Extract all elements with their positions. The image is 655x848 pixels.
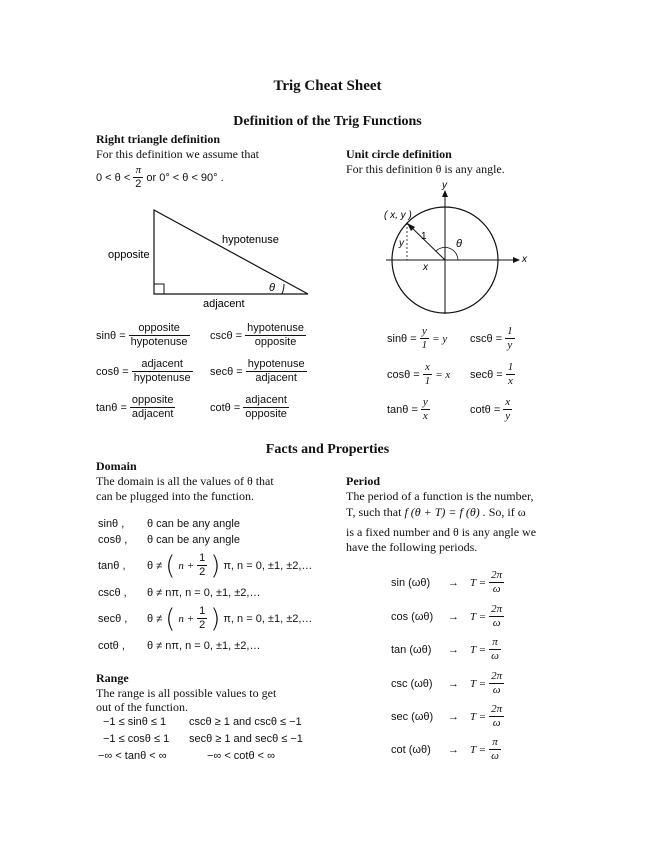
domain-fn: cotθ , bbox=[98, 640, 125, 652]
condition-right: or 0° < θ < 90° . bbox=[146, 171, 224, 184]
period-text-2 bbox=[346, 505, 526, 519]
radius-label: 1 bbox=[421, 231, 427, 242]
adjacent-label: adjacent bbox=[203, 298, 245, 310]
domain-row-sec bbox=[98, 605, 312, 632]
formula-lhs: cscθ = bbox=[470, 332, 503, 345]
denominator: x bbox=[508, 375, 513, 387]
domain-fn: tanθ , bbox=[98, 559, 126, 572]
domain-row-cot bbox=[98, 640, 260, 652]
x-axis-label: x bbox=[522, 254, 527, 265]
period-fraction bbox=[489, 670, 504, 697]
period-text-2a: T, such that bbox=[346, 505, 402, 519]
formula-rhs: = x bbox=[435, 368, 451, 381]
formula-fraction bbox=[246, 358, 307, 385]
cos-formula bbox=[96, 358, 193, 385]
open-paren: ( bbox=[165, 550, 176, 581]
formula-lhs: cotθ = bbox=[470, 403, 501, 416]
definitions-heading: Definition of the Trig Functions bbox=[233, 114, 422, 129]
domain-pre: θ ≠ bbox=[147, 612, 163, 625]
formula-rhs: = y bbox=[432, 332, 448, 345]
period-fraction bbox=[489, 703, 504, 730]
numerator: π bbox=[489, 736, 501, 750]
denominator: 2 bbox=[199, 566, 206, 578]
numerator: 2π bbox=[491, 670, 503, 682]
domain-rule: θ ≠ nπ, n = 0, ±1, ±2,… bbox=[147, 587, 261, 599]
denominator: 2 bbox=[199, 619, 206, 631]
x-axis-arrow bbox=[513, 257, 520, 263]
range-cot: −∞ < cotθ < ∞ bbox=[207, 750, 275, 762]
range-sin: −1 ≤ sinθ ≤ 1 bbox=[103, 716, 167, 728]
formula-fraction bbox=[505, 325, 515, 352]
formula-lhs: secθ = bbox=[470, 368, 503, 381]
right-triangle-diagram bbox=[100, 200, 320, 310]
denominator: opposite bbox=[254, 336, 297, 348]
period-lhs: T = bbox=[470, 710, 487, 723]
arrow-icon: → bbox=[448, 677, 459, 690]
unit-circle-heading: Unit circle definition bbox=[346, 147, 452, 161]
numerator: opposite bbox=[129, 322, 190, 336]
arrow-icon: → bbox=[448, 743, 459, 756]
period-lhs: T = bbox=[470, 610, 487, 623]
right-triangle-intro: For this definition we assume that bbox=[96, 147, 259, 161]
period-fraction bbox=[489, 569, 504, 596]
triangle-shape bbox=[154, 210, 308, 294]
period-row-sin bbox=[391, 569, 504, 596]
domain-text-2: can be plugged into the function. bbox=[96, 489, 254, 503]
formula-lhs: cosθ = bbox=[387, 368, 420, 381]
numerator: adjacent bbox=[245, 394, 287, 406]
denominator: y bbox=[507, 339, 513, 351]
sec-formula bbox=[210, 358, 307, 385]
numerator: 1 bbox=[199, 552, 206, 564]
numerator: x bbox=[505, 396, 511, 408]
period-text-3: is a fixed number and θ is any angle we bbox=[346, 525, 537, 539]
facts-heading: Facts and Properties bbox=[265, 442, 390, 457]
period-fn: cot (ωθ) bbox=[391, 743, 431, 756]
numerator: 1 bbox=[507, 361, 514, 373]
cot-formula bbox=[210, 394, 289, 421]
uc-sin-formula bbox=[387, 325, 447, 352]
formula-lhs: sinθ = bbox=[387, 332, 417, 345]
domain-rule: θ can be any angle bbox=[147, 534, 240, 546]
hypotenuse-label: hypotenuse bbox=[222, 234, 279, 246]
denominator: adjacent bbox=[131, 408, 174, 420]
range-sec: secθ ≥ 1 and secθ ≤ −1 bbox=[189, 733, 303, 745]
theta-label: θ bbox=[269, 282, 275, 294]
formula-fraction bbox=[245, 322, 306, 349]
denominator: ω bbox=[492, 617, 501, 629]
formula-fraction bbox=[130, 394, 176, 421]
condition-left: 0 < θ < bbox=[96, 171, 131, 184]
period-fn: sec (ωθ) bbox=[391, 710, 434, 723]
denominator: hypotenuse bbox=[130, 336, 188, 348]
angle-arc bbox=[436, 247, 458, 260]
uc-sec-formula bbox=[470, 361, 515, 388]
domain-post: π, n = 0, ±1, ±2,… bbox=[223, 559, 313, 572]
numerator: π bbox=[489, 636, 501, 650]
range-tan: −∞ < tanθ < ∞ bbox=[98, 750, 167, 762]
numerator: y bbox=[420, 325, 430, 339]
formula-fraction bbox=[420, 325, 430, 352]
numerator: 1 bbox=[507, 325, 513, 337]
formula-lhs: cscθ = bbox=[210, 329, 243, 342]
formula-fraction bbox=[132, 358, 193, 385]
formula-fraction bbox=[423, 361, 433, 388]
denominator: ω bbox=[492, 717, 501, 729]
domain-text-1: The domain is all the values of θ that bbox=[96, 474, 274, 488]
domain-heading: Domain bbox=[96, 459, 137, 473]
open-paren: ( bbox=[165, 603, 176, 634]
period-row-cot bbox=[391, 736, 501, 763]
domain-row-tan bbox=[98, 552, 312, 579]
range-text-1: The range is all possible values to get bbox=[96, 686, 277, 700]
half-fraction bbox=[197, 605, 207, 632]
period-lhs: T = bbox=[470, 677, 487, 690]
period-text-2c: So, if ω bbox=[488, 505, 526, 519]
period-text-4: have the following periods. bbox=[346, 540, 478, 554]
uc-cos-formula bbox=[387, 361, 450, 388]
range-text-2: out of the function. bbox=[96, 700, 188, 714]
unit-circle-intro: For this definition θ is any angle. bbox=[346, 162, 505, 176]
numerator: opposite bbox=[131, 394, 174, 406]
denominator: adjacent bbox=[255, 372, 297, 384]
page-title: Trig Cheat Sheet bbox=[273, 78, 382, 94]
right-angle-mark bbox=[154, 284, 164, 294]
domain-rule: θ ≠ nπ, n = 0, ±1, ±2,… bbox=[147, 640, 261, 652]
denominator: x bbox=[422, 410, 428, 422]
arrow-icon: → bbox=[448, 576, 459, 589]
uc-csc-formula bbox=[470, 325, 515, 352]
angle-arc bbox=[282, 284, 284, 294]
domain-rule: θ can be any angle bbox=[147, 518, 240, 530]
arrow-icon: → bbox=[448, 610, 459, 623]
domain-n: n + bbox=[178, 612, 195, 625]
period-fn: csc (ωθ) bbox=[391, 677, 433, 690]
pi-numerator: π bbox=[133, 164, 143, 178]
period-fn: sin (ωθ) bbox=[391, 576, 431, 589]
numerator: x bbox=[423, 361, 433, 375]
period-fraction bbox=[489, 636, 501, 663]
period-fn: tan (ωθ) bbox=[391, 643, 432, 656]
denominator: ω bbox=[491, 650, 499, 662]
period-lhs: T = bbox=[470, 743, 487, 756]
arrow-icon: → bbox=[448, 643, 459, 656]
period-text-1: The period of a function is the number, bbox=[346, 489, 534, 503]
angle-condition bbox=[96, 164, 224, 191]
formula-lhs: tanθ = bbox=[387, 403, 418, 416]
formula-lhs: tanθ = bbox=[96, 401, 127, 414]
numerator: 2π bbox=[491, 603, 503, 615]
period-formula: f (θ + T) = f (θ) . bbox=[404, 505, 486, 519]
domain-row-sin bbox=[98, 518, 240, 530]
opposite-label: opposite bbox=[108, 249, 150, 261]
domain-fn: secθ , bbox=[98, 612, 128, 625]
x-segment-label: x bbox=[423, 262, 428, 273]
range-csc: cscθ ≥ 1 and cscθ ≤ −1 bbox=[189, 716, 302, 728]
period-row-cos bbox=[391, 603, 504, 630]
period-lhs: T = bbox=[470, 643, 487, 656]
formula-lhs: secθ = bbox=[210, 365, 243, 378]
formula-lhs: cotθ = bbox=[210, 401, 241, 414]
sin-formula bbox=[96, 322, 190, 349]
domain-pre: θ ≠ bbox=[147, 559, 163, 572]
numerator: 2π bbox=[491, 569, 503, 581]
right-triangle-heading: Right triangle definition bbox=[96, 132, 221, 146]
formula-fraction bbox=[506, 361, 516, 388]
domain-fn: cscθ , bbox=[98, 587, 127, 599]
denominator: ω bbox=[492, 583, 501, 595]
formula-lhs: cosθ = bbox=[96, 365, 129, 378]
domain-row-csc bbox=[98, 587, 260, 599]
denominator: 1 bbox=[421, 339, 428, 351]
tan-formula bbox=[96, 394, 175, 421]
numerator: adjacent bbox=[132, 358, 193, 372]
period-row-csc bbox=[391, 670, 504, 697]
period-row-tan bbox=[391, 636, 501, 663]
unit-circle-diagram bbox=[380, 180, 530, 320]
numerator: y bbox=[422, 396, 428, 408]
y-axis-label: y bbox=[442, 180, 447, 191]
half-fraction bbox=[197, 552, 207, 579]
denominator: ω bbox=[492, 684, 501, 696]
numerator: hypotenuse bbox=[247, 358, 305, 370]
formula-fraction bbox=[129, 322, 190, 349]
domain-row-cos bbox=[98, 534, 240, 546]
denominator: y bbox=[505, 410, 511, 422]
arrow-icon: → bbox=[448, 710, 459, 723]
denominator: 1 bbox=[424, 375, 431, 387]
domain-fn: sinθ , bbox=[98, 518, 125, 530]
period-heading: Period bbox=[346, 474, 380, 488]
period-lhs: T = bbox=[470, 576, 487, 589]
period-fraction bbox=[489, 603, 504, 630]
close-paren: ) bbox=[210, 603, 221, 634]
y-axis-arrow bbox=[442, 190, 448, 197]
denominator: ω bbox=[491, 750, 499, 762]
period-row-sec bbox=[391, 703, 504, 730]
close-paren: ) bbox=[210, 550, 221, 581]
period-fraction bbox=[489, 736, 501, 763]
numerator: 1 bbox=[199, 605, 206, 617]
numerator: 2π bbox=[491, 703, 503, 715]
y-segment-label: y bbox=[399, 238, 404, 249]
denominator: hypotenuse bbox=[133, 372, 191, 384]
numerator: hypotenuse bbox=[247, 322, 304, 334]
formula-fraction bbox=[421, 396, 430, 423]
point-label: ( x, y ) bbox=[384, 210, 412, 221]
formula-fraction bbox=[243, 394, 289, 421]
domain-fn: cosθ , bbox=[98, 534, 128, 546]
domain-n: n + bbox=[178, 559, 195, 572]
range-heading: Range bbox=[96, 671, 129, 685]
pi-denominator: 2 bbox=[135, 178, 142, 190]
denominator: opposite bbox=[245, 408, 287, 420]
theta-label: θ bbox=[456, 238, 462, 250]
uc-cot-formula bbox=[470, 396, 512, 423]
formula-fraction bbox=[503, 396, 512, 423]
uc-tan-formula bbox=[387, 396, 430, 423]
pi-over-two bbox=[133, 164, 143, 191]
period-fn: cos (ωθ) bbox=[391, 610, 434, 623]
domain-post: π, n = 0, ±1, ±2,… bbox=[223, 612, 313, 625]
formula-lhs: sinθ = bbox=[96, 329, 126, 342]
csc-formula bbox=[210, 322, 306, 349]
range-cos: −1 ≤ cosθ ≤ 1 bbox=[103, 733, 170, 745]
